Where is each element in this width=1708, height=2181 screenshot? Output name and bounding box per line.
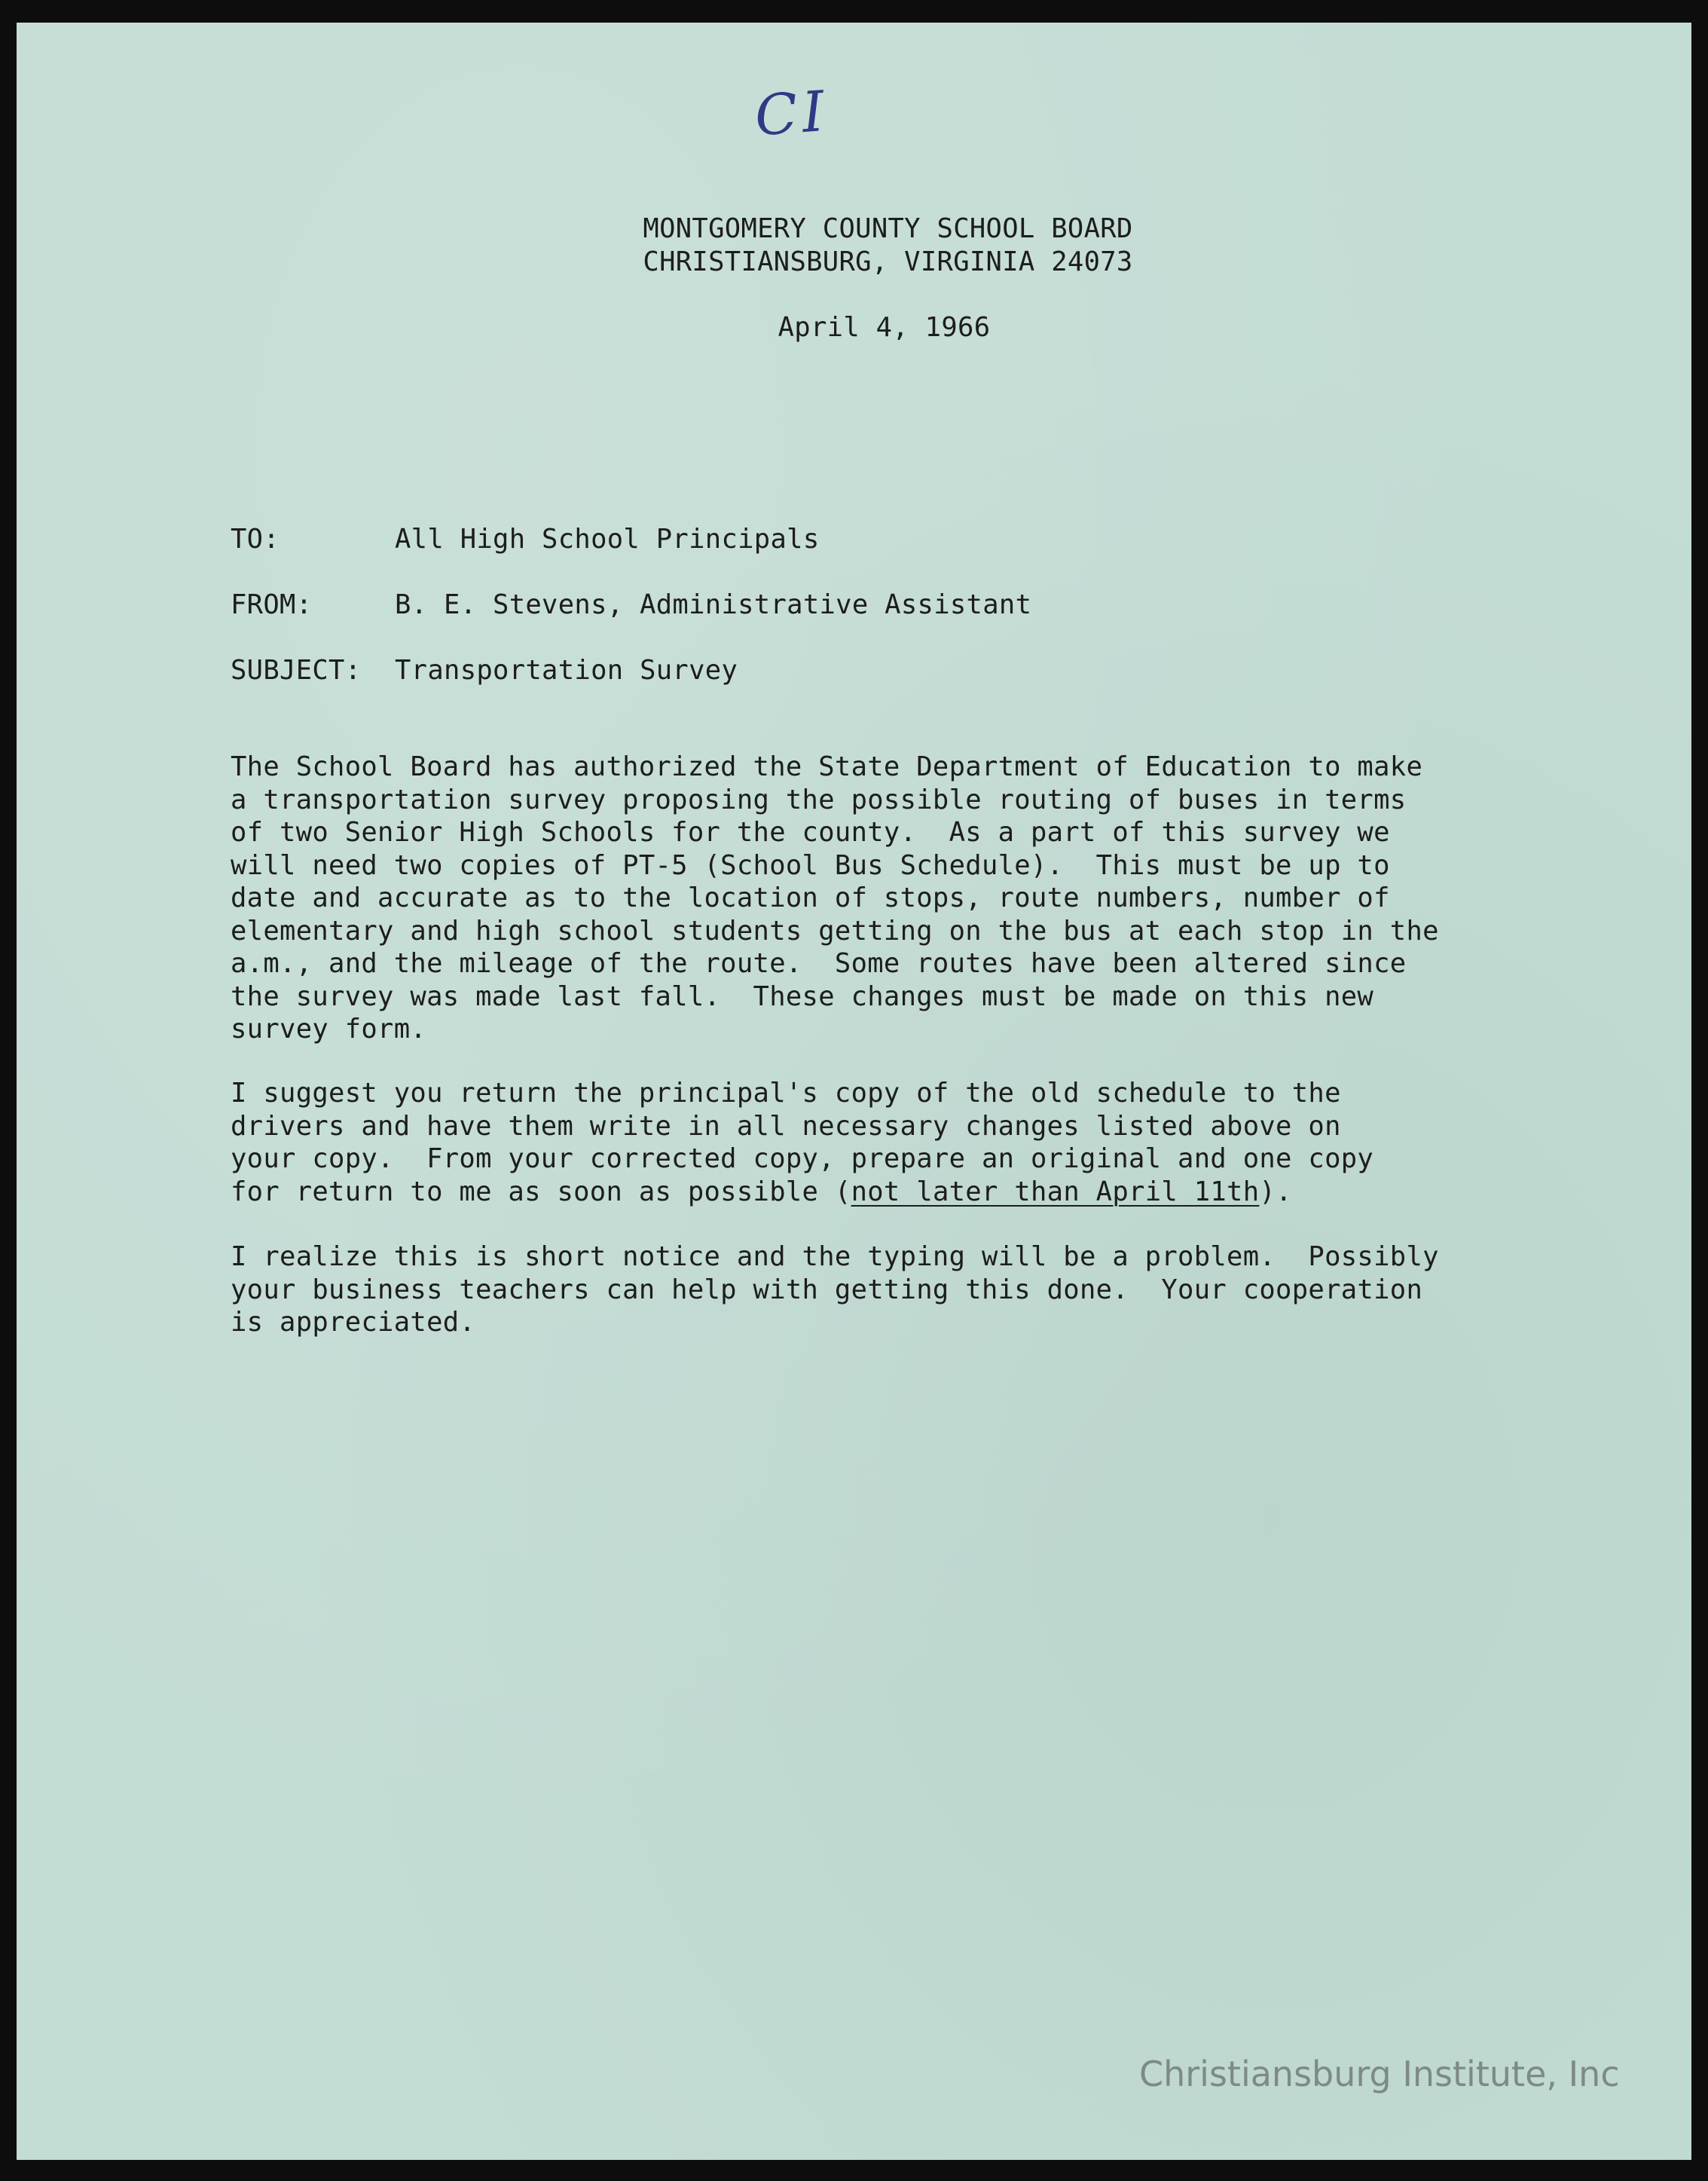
paragraph-line: a transportation survey proposing the possible routing of buses in terms [231,784,1407,815]
paragraph-line: elementary and high school students getting on the bus at each stop in the [231,915,1439,947]
subject-label: SUBJECT: [231,655,362,686]
paragraph-line: is appreciated. [231,1307,476,1338]
letterhead-address: CHRISTIANSBURG, VIRGINIA 24073 [643,246,1133,277]
memo-from-row [231,589,1031,622]
paragraph-line: I suggest you return the principal's copy of the old schedule to the [231,1078,1341,1109]
paragraph-line: date and accurate as to the location of stops, route numbers, number of [231,882,1390,913]
memo-subject-row [231,654,738,687]
from-label: FROM: [231,589,313,620]
paragraph-line: your copy. From your corrected copy, prepare an original and one copy [231,1143,1374,1174]
memo-to-row [231,523,820,556]
memo-date: April 4, 1966 [778,312,991,343]
body-paragraph-2 [231,1077,1496,1208]
deadline-suffix: ). [1259,1176,1292,1207]
paragraph-line: The School Board has authorized the State Department of Education to make [231,751,1423,782]
deadline-prefix: for return to me as soon as possible ( [231,1176,851,1207]
letterhead-organization: MONTGOMERY COUNTY SCHOOL BOARD [643,213,1133,244]
paragraph-line: I realize this is short notice and the typing will be a problem. Possibly [231,1241,1439,1272]
subject-value: Transportation Survey [395,655,738,686]
memo-page [17,23,1691,2160]
paragraph-line: a.m., and the mileage of the route. Some routes have been altered since [231,948,1407,979]
paragraph-line-deadline [231,1176,1496,1209]
archive-watermark: Christiansburg Institute, Inc [1139,2054,1620,2094]
paragraph-line: drivers and have them write in all necessary changes listed above on [231,1110,1341,1142]
deadline-underlined: not later than April 11th [851,1176,1260,1207]
body-paragraph-3 [231,1240,1496,1339]
paragraph-line: your business teachers can help with getting this done. Your cooperation [231,1274,1423,1305]
paragraph-line: the survey was made last fall. These changes must be made on this new [231,980,1374,1012]
body-paragraph-1 [231,751,1496,1046]
paragraph-line: of two Senior High Schools for the county. As a part of this survey we [231,817,1390,848]
paragraph-line: will need two copies of PT-5 (School Bus Schedule). This must be up to [231,849,1390,881]
to-value: All High School Principals [395,524,820,555]
handwritten-annotation: CI [753,78,831,149]
paragraph-line: survey form. [231,1014,427,1045]
from-value: B. E. Stevens, Administrative Assistant [395,589,1032,620]
to-label: TO: [231,524,280,555]
